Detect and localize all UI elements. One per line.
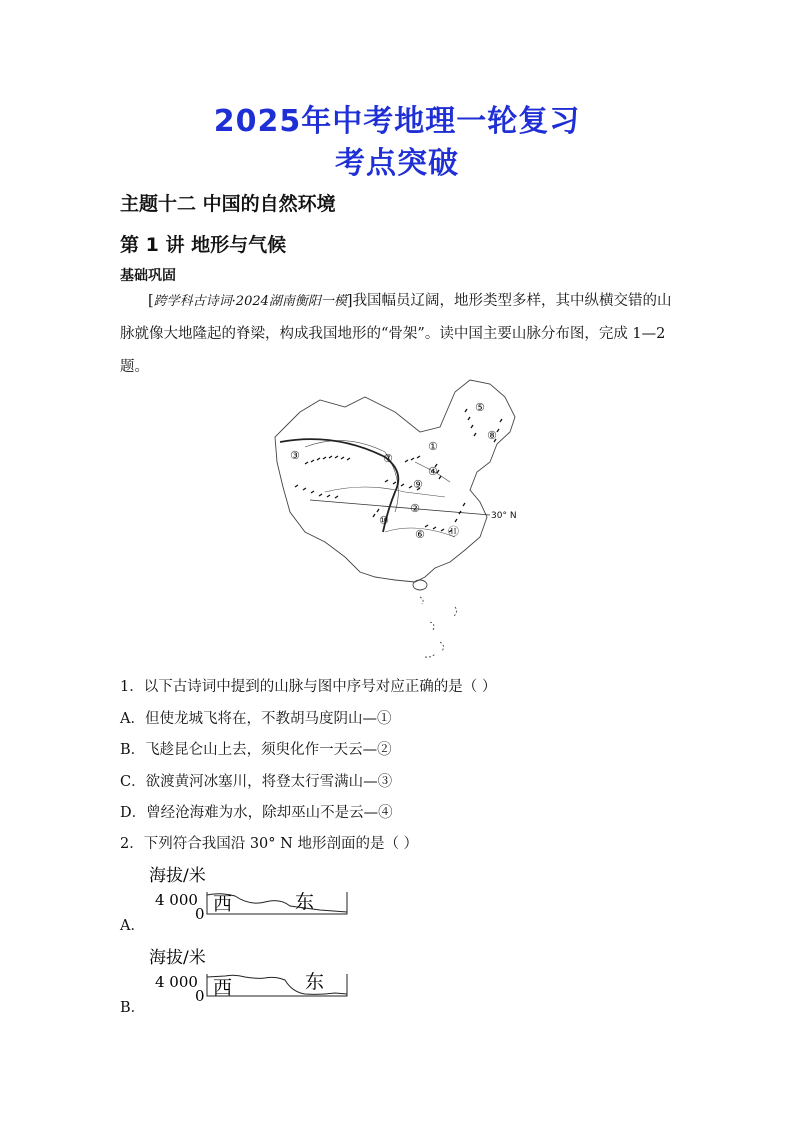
question-1-option-a: A．但使龙城飞将在，不教胡马度阴山—① — [120, 711, 392, 727]
map-label-3: ③ — [290, 449, 300, 462]
profile-a-east: 东 — [295, 891, 315, 913]
question-1-option-b: B．飞趁昆仑山上去，须臾化作一天云—② — [120, 742, 392, 758]
map-label-7: ⑦ — [383, 452, 393, 465]
profile-b-east: 东 — [305, 971, 325, 993]
theme-heading: 主题十二 中国的自然环境 — [120, 193, 336, 215]
source-tag: 跨学科古诗词·2024湖南衡阳一模 — [153, 294, 347, 309]
page-title: 2025年中考地理一轮复习 — [213, 104, 581, 139]
profile-a — [140, 862, 370, 920]
intro-text: 我国幅员辽阔，地形类型多样，其中纵横交错的山脉就像大地隆起的脊梁，构成我国地形的“骨架”。读中国主要山脉分布图，完成 1—2 题。 — [120, 293, 672, 375]
question-1-option-d: D．曾经沧海难为水，除却巫山不是云—④ — [120, 805, 393, 821]
profile-a-ylabel: 海拔/米 — [149, 866, 206, 886]
map-label-5: ⑤ — [475, 401, 485, 414]
question-2-stem: 2．下列符合我国沿 30° N 地形剖面的是（ ） — [120, 836, 419, 852]
source-bracket-open: [ — [148, 293, 154, 309]
profile-a-tick-zero: 0 — [195, 905, 205, 920]
map-label-2: ② — [410, 502, 420, 515]
question-2-option-b: B． — [120, 1000, 146, 1016]
map-label-10: ⑩ — [379, 514, 389, 527]
map-label-8: ⑧ — [487, 429, 497, 442]
question-1-stem: 1．以下古诗词中提到的山脉与图中序号对应正确的是（ ） — [120, 679, 497, 695]
profile-a-west: 西 — [213, 893, 233, 915]
profile-b — [140, 944, 370, 1002]
map-label-9: ⑨ — [413, 478, 423, 491]
map-label-6: ⑥ — [415, 528, 425, 541]
section-heading: 基础巩固 — [120, 268, 176, 284]
map-label-4: ④ — [428, 465, 438, 478]
profile-b-west: 西 — [213, 977, 233, 999]
question-1-option-c: C．欲渡黄河冰塞川，将登太行雪满山—③ — [120, 774, 393, 790]
map-label-11: ⑪ — [448, 525, 459, 538]
lecture-heading: 第 1 讲 地形与气候 — [120, 234, 287, 256]
intro-paragraph — [120, 285, 680, 384]
latitude-label: 30° N — [491, 511, 517, 521]
map-label-1: ① — [428, 440, 438, 453]
profile-b-ylabel: 海拔/米 — [149, 948, 206, 968]
profile-b-tick-top: 4 000 — [155, 973, 198, 991]
source-bracket-close: ] — [346, 293, 353, 309]
question-2-option-a: A． — [120, 918, 145, 934]
page-subtitle: 考点突破 — [335, 146, 459, 181]
profile-b-tick-zero: 0 — [195, 987, 205, 1002]
profile-a-tick-top: 4 000 — [155, 891, 198, 909]
china-mountain-map — [265, 372, 535, 667]
